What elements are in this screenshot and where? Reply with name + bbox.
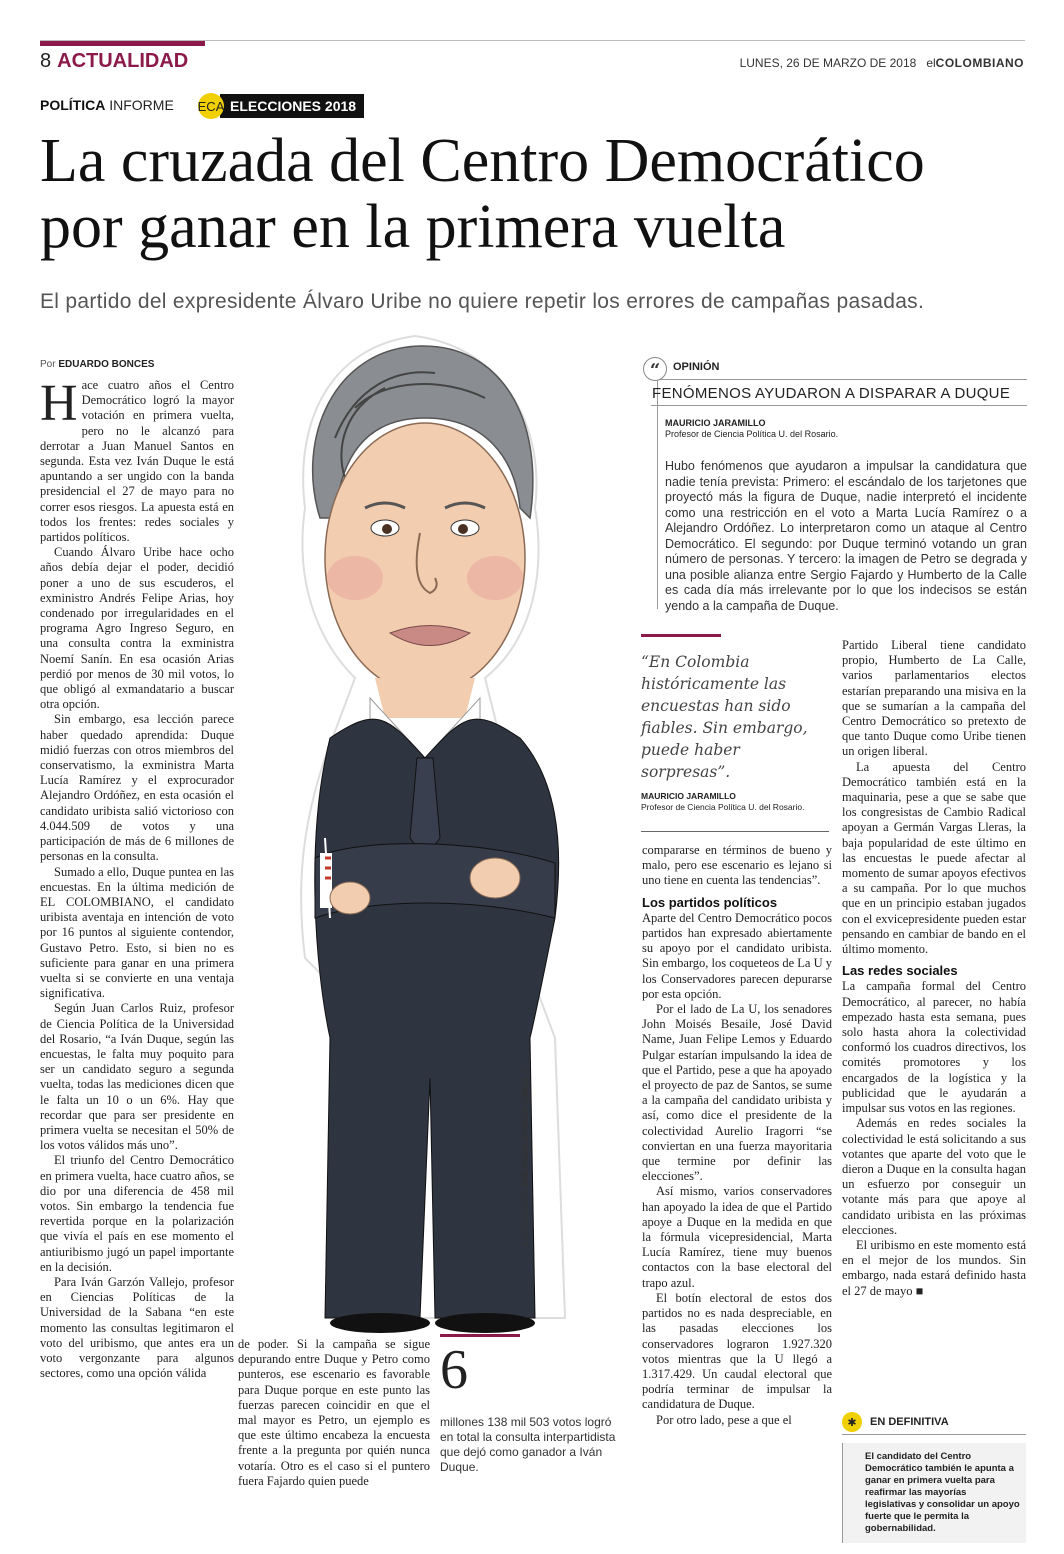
opinion-author: MAURICIO JARAMILLO (665, 418, 766, 428)
paragraph: Así mismo, varios conservadores han apoyado la idea de que el Partido apoye a Duque en la medida en que la fórmula vicepresidencial, Marta Lucía Ramírez, tiene muy buenos contactos con la base electoral del trapo azul. (642, 1184, 832, 1290)
paragraph: Para Iván Garzón Vallejo, profesor en Ciencias Políticas de la Universidad de la Sabana “en este momento las consultas legitimaron el voto del uribismo, que antes era un voto vergonzante para algunos sectores, como una opción válida (40, 1274, 234, 1381)
paragraph: Aparte del Centro Democrático pocos partidos han expresado abiertamente su apoyo por el candidato uribista. Sin embargo, los coqueteos de La U y los Conservadores parecen depurarse por esta opción. (642, 910, 833, 1001)
opinion-text: Hubo fenómenos que ayudaron a impulsar la candidatura que nadie tenía prevista: Primero: el escándalo de los tarjetones que proyectó más la figura de Duque, nadie interpretó el incidente como una restricción en el voto a Marta Lucía Ramírez o a Alejandro Ordóñez. Lo interpretaron como un ataque al Centro Democrático. El segundo: por Duque terminó votando un gran número de personas. Y tercero: la imagen de Petro se degrada y una posible alianza entre Sergio Fajardo y Humberto de la Calle es cada día más irrelevante por lo que los indecisos se están yendo a la campaña de Duque. (665, 459, 1027, 613)
opinion-vrule (657, 379, 658, 609)
subhead-partidos: Los partidos políticos (642, 894, 778, 910)
credit-name: EMERSON GAVIRIA (EMER...) (520, 1067, 530, 1188)
paragraph: Por el lado de La U, los senadores John Moisés Besaile, José David Name, Juan Felipe Lemos y Eduardo Pulgar estarían impulsando la idea de que el Partido, pese a que ha apoyado el proyecto de paz de Santos, se sume a la campaña del candidato uribista y así, como dice el presidente de la colectividad Aurelio Iragorri “se conviertan en una fuerza mayoritaria que termine por definir las elecciones”. (642, 1002, 832, 1184)
elections-logo-icon: ECA (198, 93, 224, 119)
paragraph: de poder. Si la campaña se sigue depurando entre Duque y Petro como punteros, ese escenario es favorable para Duque porque en este punto las fuerzas parecen coincidir en que el mal mayor es Petro, un ejemplo es que este último encabeza la encuesta frente a la pregunta por quién nunca votaría. Otro es el caso si el puntero fuera Fajardo quien puede (238, 1337, 430, 1488)
section-name: ACTUALIDAD (57, 50, 189, 72)
paragraph: La campaña formal del Centro Democrático, al parecer, no había empezado hasta esta semana, pues solo hasta ahora la colectividad conformó los cuadros directivos, los comités promotores y los encargados de la logística y la publicidad que le ayudarán a impulsar sus votos en las regiones. (842, 979, 1026, 1116)
summary-header (842, 1410, 1026, 1435)
illustration-credit (520, 1068, 530, 1247)
dek: El partido del expresidente Álvaro Uribe no quiere repetir los errores de campañas pasadas. (40, 290, 925, 313)
opinion-title: FENÓMENOS AYUDARON A DISPARAR A DUQUE (652, 385, 1011, 402)
pullquote-bar (641, 634, 721, 637)
paragraph: Según Juan Carlos Ruiz, profesor de Ciencia Política de la Universidad del Rosario, “a Iván Duque, según las encuestas, le falta muy poquito para ser un candidato seguro a segunda vuelta, todas las mediciones dicen que le falta un 10 o un 6%. Hay que recordar que para ser presidente en primera vuelta se necesitan el 50% de los votos válidos más uno”. (40, 1001, 234, 1153)
brand-prefix: el (926, 56, 936, 70)
pullquote-author: MAURICIO JARAMILLO (641, 791, 736, 801)
paragraph: Además en redes sociales la colectividad le está solicitando a sus votantes que aparte del voto que le dieron a Duque en la consulta hagan un esfuerzo por conseguir un votante más para que apoye al candidato uribista en las próximas elecciones. (842, 1116, 1026, 1237)
opinion-author-role: Profesor de Ciencia Política U. del Rosario. (665, 429, 839, 439)
paragraph: El botín electoral de estos dos partidos no es nada despreciable, en las pasadas elecciones los conservadores lograron 1.927.320 votos mientras que la U llegó a 1.317.429. Un caudal electoral que podría terminar de impulsar la candidatura de Duque. (642, 1290, 832, 1412)
opinion-author-block (665, 418, 838, 440)
summary-title: EN DEFINITIVA (870, 1416, 949, 1428)
byline (40, 359, 154, 370)
subhead-redes: Las redes sociales (842, 963, 958, 979)
paragraph: Partido Liberal tiene candidato propio, Humberto de La Calle, varios parlamentarios electos estarían preparando una misiva en la que se sumarían a la campaña del Centro Democrático so pretexto de que tanto Duque como Uribe tienen un origen liberal. (842, 638, 1026, 759)
credit-prefix: ILUSTRACIÓN (520, 1189, 530, 1247)
pullquote (641, 634, 829, 832)
byline-name: EDUARDO BONCES (58, 359, 155, 370)
section-bar (40, 41, 205, 46)
page-number: 8 (40, 50, 52, 72)
paragraph: El triunfo del Centro Democrático en primera vuelta, hace cuatro años, se dio por una diferencia de 458 mil votos. Sin embargo la tendencia fue revertida porque en la polarización que vivía el país en ese momento el antiuribismo jugó un papel importante en la decisión. (40, 1153, 234, 1274)
summary-icon: ✱ (842, 1412, 862, 1432)
kicker-type: INFORME (109, 97, 174, 113)
stat-box (440, 1334, 620, 1475)
stat-text: millones 138 mil 503 votos logró en total la consulta interpartidista que dejó como ganador a Iván Duque. (440, 1415, 616, 1474)
pullquote-rule (641, 831, 829, 832)
kicker-section: POLÍTICA (40, 97, 106, 113)
summary-box (842, 1410, 1026, 1543)
brand-name: COLOMBIANO (935, 56, 1024, 70)
quote-icon: “ (643, 357, 667, 381)
dateline (740, 56, 1024, 70)
headline-line-2: por ganar en la primera vuelta (40, 193, 786, 261)
stat-number: 6 (440, 1339, 468, 1401)
kicker (40, 97, 174, 113)
paragraph: El uribismo en este momento está en el mejor de los mundos. Sin embargo, nada estará definido hasta el 27 de mayo ■ (842, 1237, 1026, 1298)
badge-label: ELECCIONES 2018 (220, 94, 364, 118)
opinion-title-rule (651, 405, 1027, 406)
headline (40, 128, 1030, 260)
paragraph: Por otro lado, pese a que el (656, 1412, 792, 1427)
paragraph: Sumado a ello, Duque puntea en las encuestas. En la última medición de EL COLOMBIANO, el candidato uribista aventaja en intención de voto por 16 puntos al siguiente contendor, Gustavo Petro. Esto, si bien no es suficiente para ganar en una primera vuelta si se convierte en una ventaja significativa. (40, 864, 234, 1001)
elections-badge (198, 92, 364, 120)
date: LUNES, 26 DE MARZO DE 2018 (739, 56, 917, 70)
article-column-2 (238, 1337, 430, 1489)
paragraph: compararse en términos de bueno y malo, pero ese escenario es lejano si uno tiene en cuenta las tendencias”. (642, 843, 832, 888)
pullquote-author-block (641, 791, 829, 813)
headline-line-1: La cruzada del Centro Democrático (40, 127, 925, 195)
opinion-rule (657, 379, 1027, 380)
caricature-illustration (235, 318, 640, 1338)
summary-text: El candidato del Centro Democrático también le apunta a ganar en primera vuelta para reafirmar las mayorías legislativas y consolidar un apoyo fuerte que le permita la gobernabilidad. (842, 1443, 1026, 1543)
paragraph: Hace cuatro años el Centro Democrático logró la mayor votación en primera vuelta, pero no le alcanzó para derrotar a Juan Manuel Santos en segunda. Esta vez Iván Duque le está apuntando a ser ungido con la banda presidencial el 27 de mayo para no correr esos riesgos. La apuesta está en todos los frentes: redes sociales y partidos políticos. (40, 375, 234, 545)
article-column-3 (642, 843, 832, 1428)
dropcap: H (40, 375, 78, 432)
paragraph: Sin embargo, esa lección parece haber quedado aprendida: Duque midió fuerzas con otros miembros del conservatismo, la exministra Marta Lucía Ramírez y el exprocurador Alejandro Ordóñez, en esta ocasión el candidato uribista salió victorioso con 4.044.509 de votos y una participación de más de 6 millones de personas en la consulta. (40, 712, 234, 864)
stat-bar (440, 1334, 520, 1337)
paragraph: La apuesta del Centro Democrático también está en la maquinaria, pese a que se sabe que los congresistas de Cambio Radical apoyan a Germán Vargas Lleras, la baja popularidad de este último en las encuestas le puede afectar al momento de sumar apoyos efectivos a su campaña. Por lo que muchos que en un principio estaban jugados con el exvicepresidente pueden estar pensando en cambiar de bando en el último momento. (842, 759, 1026, 957)
article-column-4 (842, 638, 1026, 1299)
page-header (40, 50, 188, 73)
opinion-tag: OPINIÓN (673, 361, 720, 373)
article-column-1 (40, 375, 234, 1381)
pullquote-author-role: Profesor de Ciencia Política U. del Rosario. (641, 802, 805, 812)
byline-prefix: Por (40, 359, 56, 370)
pullquote-text: “En Colombia históricamente las encuestas han sido fiables. Sin embargo, puede haber sorpresas”. (641, 653, 808, 781)
opinion-box (643, 355, 1027, 613)
paragraph: Cuando Álvaro Uribe hace ocho años debía dejar el poder, decidió poner a uno de sus escuderos, el exministro Andrés Felipe Arias, hoy condenado por irregularidades en el programa Agro Ingreso Seguro, en una consulta contra la exministra Noemí Sanín. En esa ocasión Arias perdió por menos de 30 mil votos, lo que obligó al exmandatario a buscar otra opción. (40, 545, 234, 712)
